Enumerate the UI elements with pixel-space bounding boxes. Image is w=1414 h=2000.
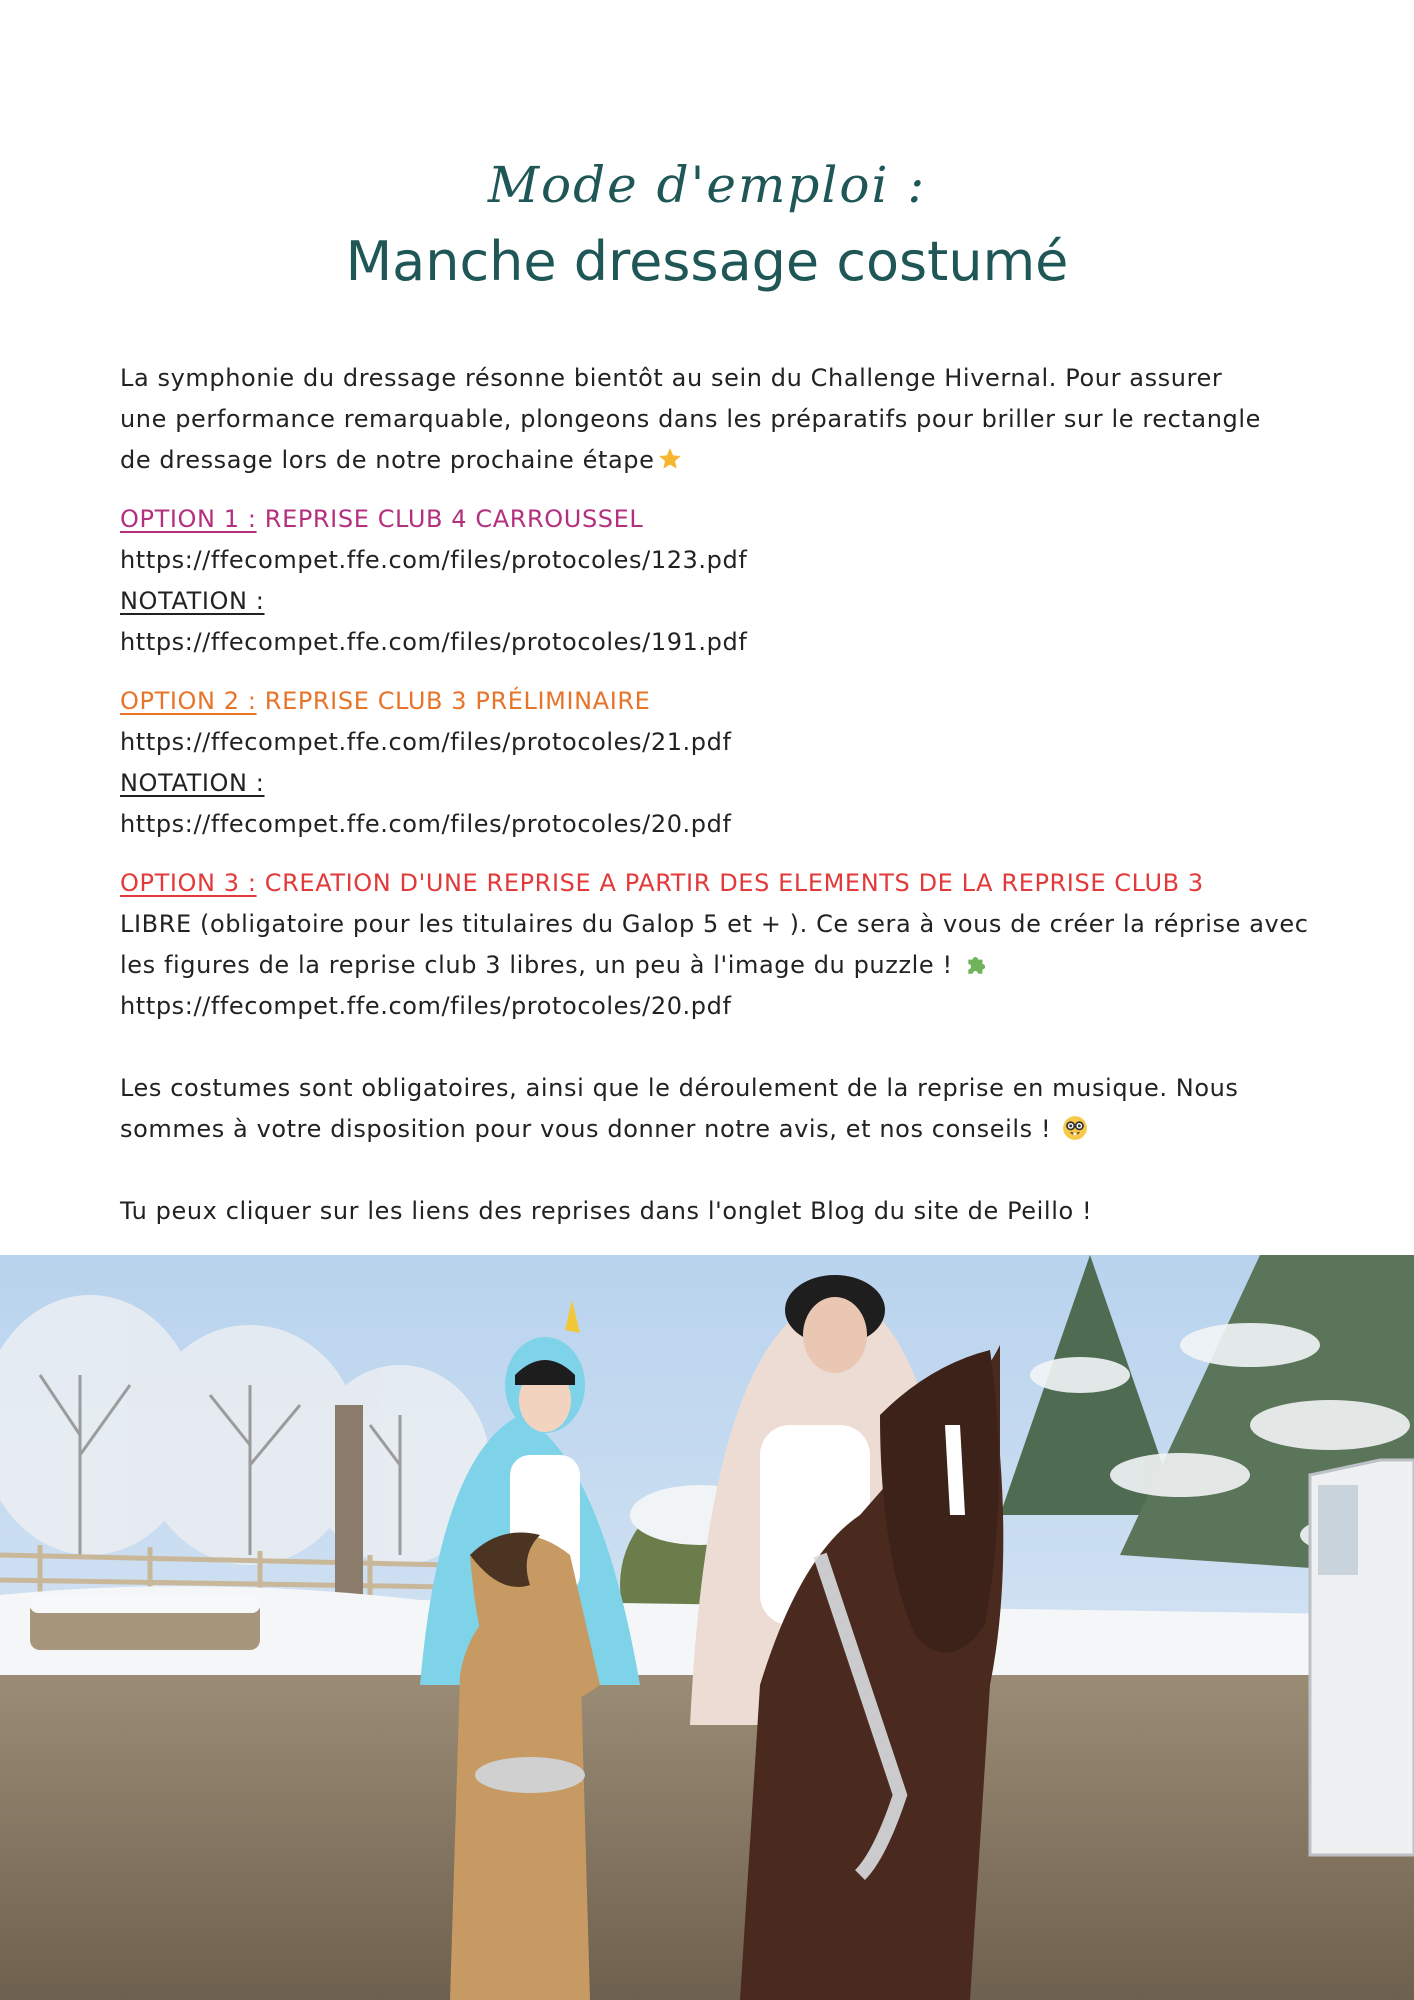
costumes-line: Les costumes sont obligatoires, ainsi que le déroulement de la reprise en musique. Nous xyxy=(120,1074,1239,1102)
notation-label: NOTATION : xyxy=(120,769,265,797)
option-2-link[interactable]: https://ffecompet.ffe.com/files/protocoles/21.pdf xyxy=(120,728,732,756)
intro-paragraph xyxy=(120,358,1330,481)
intro-line: La symphonie du dressage résonne bientôt au sein du Challenge Hivernal. Pour assurer xyxy=(120,364,1223,392)
option-2-title: REPRISE CLUB 3 PRÉLIMINAIRE xyxy=(264,687,651,715)
option-1-title: REPRISE CLUB 4 CARROUSSEL xyxy=(264,505,644,533)
option-1-label: OPTION 1 : xyxy=(120,505,257,533)
option-3-label: OPTION 3 : xyxy=(120,869,257,897)
option-1-heading xyxy=(120,499,1330,540)
script-title: Mode d'emploi : xyxy=(487,156,927,214)
page-heading xyxy=(0,150,1414,302)
intro-line: de dressage lors de notre prochaine étape xyxy=(120,440,1330,481)
notation-label: NOTATION : xyxy=(120,587,265,615)
intro-line: une performance remarquable, plongeons dans les préparatifs pour briller sur le rectangle xyxy=(120,405,1262,433)
option-1-link[interactable]: https://ffecompet.ffe.com/files/protocoles/123.pdf xyxy=(120,546,748,574)
option-3-heading xyxy=(120,863,1330,904)
document-body xyxy=(120,358,1330,1232)
page-title: Manche dressage costumé xyxy=(345,230,1069,293)
star-icon xyxy=(657,446,683,472)
option-3-text: LIBRE (obligatoire pour les titulaires du Galop 5 et + ). Ce sera à vous de créer la réprise avec xyxy=(120,910,1309,938)
puzzle-icon xyxy=(964,951,990,977)
option-3-section xyxy=(120,863,1330,1027)
option-2-label: OPTION 2 : xyxy=(120,687,257,715)
option-2-notation-link[interactable]: https://ffecompet.ffe.com/files/protocoles/20.pdf xyxy=(120,810,732,838)
blog-note: Tu peux cliquer sur les liens des reprises dans l'onglet Blog du site de Peillo ! xyxy=(120,1197,1093,1225)
option-3-title: CREATION D'UNE REPRISE A PARTIR DES ELEMENTS DE LA REPRISE CLUB 3 xyxy=(264,869,1204,897)
option-3-link[interactable]: https://ffecompet.ffe.com/files/protocoles/20.pdf xyxy=(120,992,732,1020)
costumes-line: sommes à votre disposition pour vous donner notre avis, et nos conseils ! xyxy=(120,1109,1330,1150)
nerd-face-icon xyxy=(1062,1115,1088,1141)
option-3-text: les figures de la reprise club 3 libres, un peu à l'image du puzzle ! xyxy=(120,945,1330,986)
option-2-heading xyxy=(120,681,1330,722)
option-1-section xyxy=(120,499,1330,663)
option-2-section xyxy=(120,681,1330,845)
option-1-notation-link[interactable]: https://ffecompet.ffe.com/files/protocoles/191.pdf xyxy=(120,628,748,656)
costumes-paragraph xyxy=(120,1068,1330,1150)
riders-in-costumes-photo xyxy=(0,1255,1414,2000)
